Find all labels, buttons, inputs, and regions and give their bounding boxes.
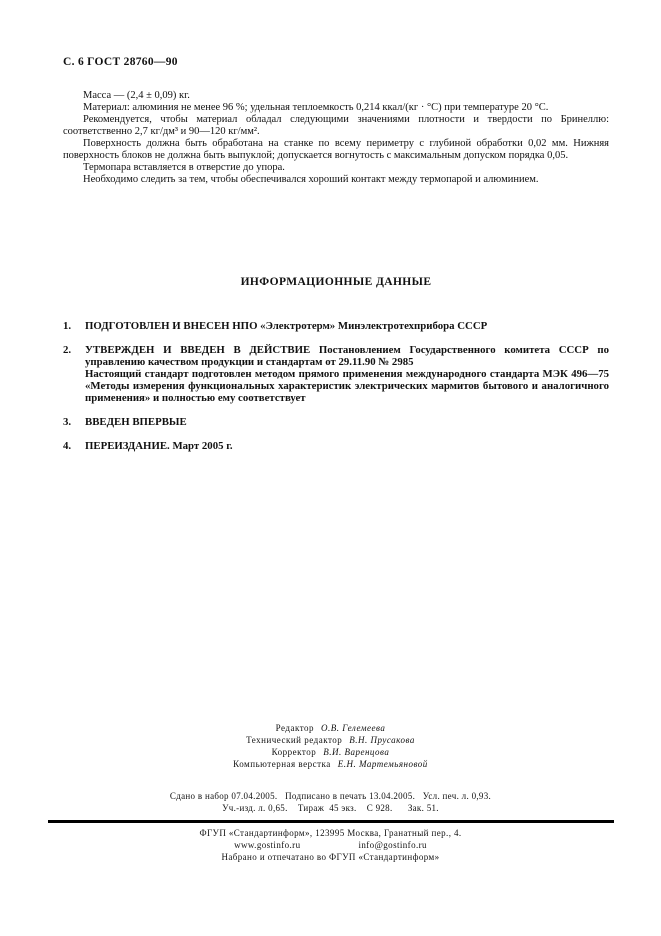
info-item-4 <box>63 440 609 452</box>
printed-by-line: Набрано и отпечатано во ФГУП «Стандартинформ» <box>221 851 440 862</box>
section-title: ИНФОРМАЦИОННЫЕ ДАННЫЕ <box>240 276 432 288</box>
body-paragraph: Необходимо следить за тем, чтобы обеспечивался хороший контакт между термопарой и алюминием. <box>83 174 539 185</box>
credit-role: Технический редактор <box>246 735 343 745</box>
item-number: 1. <box>63 320 72 332</box>
informational-data-section <box>63 276 609 464</box>
credit-line-technical-editor <box>0 734 661 746</box>
credit-line-layout <box>0 758 661 770</box>
colophon-block <box>0 722 661 863</box>
item-text: ВВЕДЕН ВПЕРВЫЕ <box>85 416 187 428</box>
publisher-address: ФГУП «Стандартинформ», 123995 Москва, Гранатный пер., 4. <box>199 827 462 838</box>
info-item-3 <box>63 416 609 428</box>
item-number: 4. <box>63 440 72 452</box>
credit-role: Корректор <box>271 747 317 757</box>
item-number: 3. <box>63 416 72 428</box>
print-info-line: Сдано в набор 07.04.2005. Подписано в печать 13.04.2005. Усл. печ. л. 0,93. <box>169 791 492 801</box>
info-item-1 <box>63 320 609 332</box>
credit-role: Редактор <box>275 723 315 733</box>
publisher-contacts <box>0 839 661 851</box>
print-info-line: Уч.-изд. л. 0,65. Тираж 45 экз. С 928. Зак. 51. <box>222 803 439 813</box>
body-paragraph: Поверхность должна быть обработана на станке по всему периметру с глубиной обработки 0,02 мм. Нижняя поверхность блоков не должна быть выпуклой; допускается вогнутость с максимальным допуском порядка 0,05. <box>63 138 609 161</box>
item-subtext: Настоящий стандарт подготовлен методом прямого применения международного стандарта МЭК 496—75 «Методы измерения функциональных характеристик электрических мармитов бытового и аналогичного применения» и полностью ему соответствует <box>85 368 609 404</box>
body-paragraph: Рекомендуется, чтобы материал обладал следующими значениями плотности и твердости по Бринеллю: соответственно 2,7 кг/дм³ и 90—120 кг/мм². <box>63 114 609 137</box>
credit-line-editor <box>0 722 661 734</box>
print-info-block <box>0 790 661 814</box>
credit-name: В.И. Варенцова <box>323 747 390 757</box>
item-number: 2. <box>63 344 72 356</box>
credit-role: Компьютерная верстка <box>233 759 331 769</box>
item-text: ПЕРЕИЗДАНИЕ. Март 2005 г. <box>85 440 233 452</box>
body-paragraph: Масса — (2,4 ± 0,09) кг. <box>83 90 190 101</box>
body-paragraph: Материал: алюминия не менее 96 %; удельная теплоемкость 0,214 ккал/(кг · °С) при температуре 20 °С. <box>83 102 549 113</box>
info-item-2 <box>63 344 609 404</box>
item-text: ПОДГОТОВЛЕН И ВНЕСЕН НПО «Электротерм» Минэлектротехприбора СССР <box>85 320 488 332</box>
credit-name: О.В. Гелемеева <box>321 723 386 733</box>
body-text-block <box>63 90 609 186</box>
credit-line-proofreader <box>0 746 661 758</box>
divider-rule <box>48 820 614 823</box>
item-text: УТВЕРЖДЕН И ВВЕДЕН В ДЕЙСТВИЕ Постановлением Государственного комитета СССР по управлению качеством продукции и стандартам от 29.11.90 № 2985 <box>85 344 609 368</box>
website-text: www.gostinfo.ru <box>234 839 301 850</box>
credit-name: Е.Н. Мартемьяновой <box>337 759 428 769</box>
email-text: info@gostinfo.ru <box>358 839 427 850</box>
body-paragraph: Термопара вставляется в отверстие до упора. <box>83 162 285 173</box>
credit-name: В.Н. Прусакова <box>349 735 415 745</box>
page-header-gost-number: С. 6 ГОСТ 28760—90 <box>63 56 178 68</box>
